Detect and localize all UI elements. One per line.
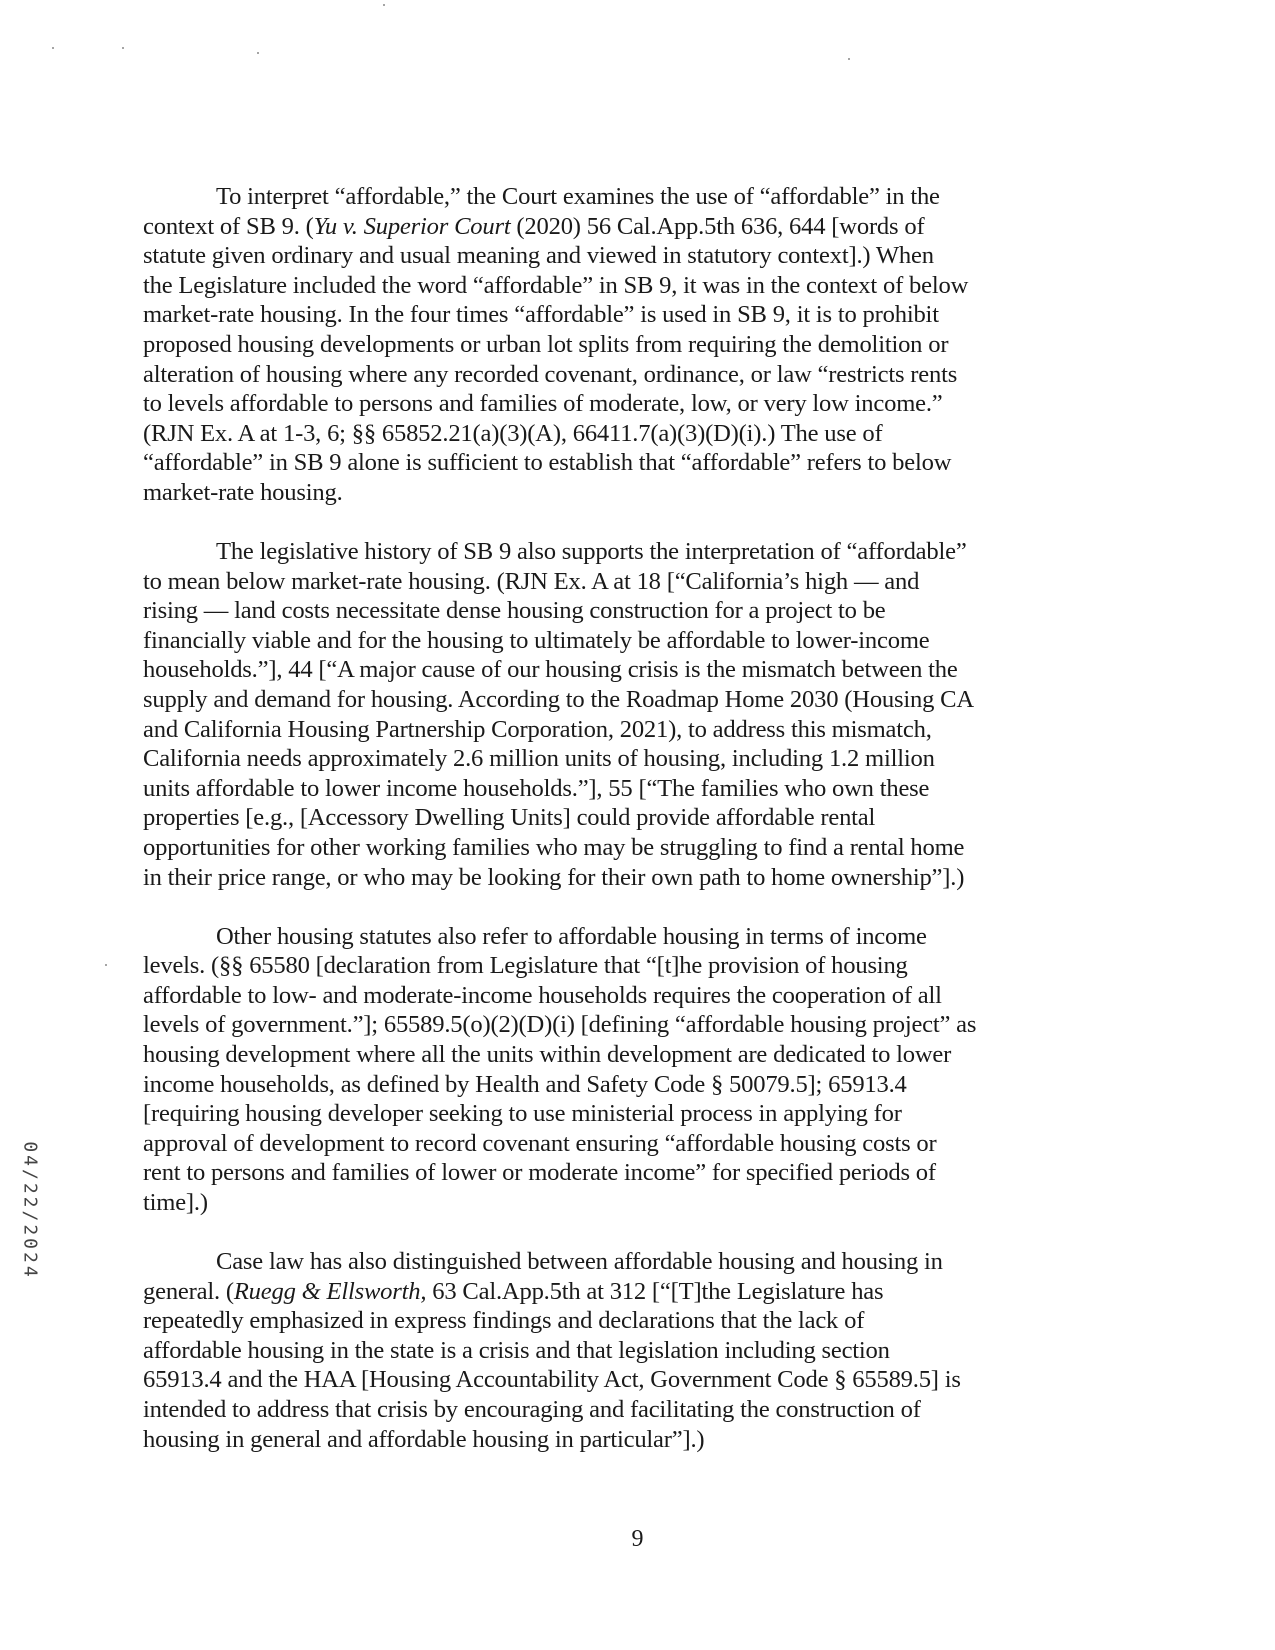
text-line: properties [e.g., [Accessory Dwelling Units] could provide affordable rental: [143, 804, 876, 832]
scan-speck: [52, 47, 54, 49]
paragraph: [143, 922, 1143, 1218]
text-line: context of SB 9. (Yu v. Superior Court (2020) 56 Cal.App.5th 636, 644 [words of: [143, 212, 925, 240]
text-line: alteration of housing where any recorded covenant, ordinance, or law “restricts rents: [143, 360, 958, 388]
text-line: intended to address that crisis by encouraging and facilitating the construction of: [143, 1396, 921, 1424]
text-line: statute given ordinary and usual meaning and viewed in statutory context].) When: [143, 242, 934, 270]
text-line: levels. (§§ 65580 [declaration from Legislature that “[t]he provision of housing: [143, 952, 908, 980]
page-number: 9: [631, 1526, 644, 1552]
text-line: Case law has also distinguished between affordable housing and housing in: [216, 1248, 943, 1276]
text-line: The legislative history of SB 9 also supports the interpretation of “affordable”: [216, 538, 967, 566]
scan-speck: [257, 52, 259, 54]
body-text: [143, 182, 1143, 1484]
text-line: approval of development to record covenant ensuring “affordable housing costs or: [143, 1129, 937, 1157]
text-line: Other housing statutes also refer to affordable housing in terms of income: [216, 922, 927, 950]
text-line: proposed housing developments or urban lot splits from requiring the demolition or: [143, 330, 949, 358]
paragraph: [143, 182, 1143, 508]
text-line: general. (Ruegg & Ellsworth, 63 Cal.App.5th at 312 [“[T]the Legislature has: [143, 1277, 884, 1305]
text-line: supply and demand for housing. According to the Roadmap Home 2030 (Housing CA: [143, 686, 974, 713]
scan-speck: [383, 4, 385, 6]
text-line: income households, as defined by Health and Safety Code § 50079.5]; 65913.4: [143, 1070, 907, 1098]
scan-speck: [848, 58, 850, 60]
text-line: market-rate housing. In the four times “affordable” is used in SB 9, it is to prohibit: [143, 301, 939, 329]
text-line: opportunities for other working families who may be struggling to find a rental home: [143, 833, 965, 861]
text-line: California needs approximately 2.6 million units of housing, including 1.2 million: [143, 745, 935, 773]
case-citation: Ruegg & Ellsworth,: [233, 1277, 427, 1305]
text-line: repeatedly emphasized in express findings and declarations that the lack of: [143, 1307, 865, 1335]
text-line: to levels affordable to persons and families of moderate, low, or very low income.”: [143, 390, 943, 418]
text-line: rent to persons and families of lower or moderate income” for specified periods of: [143, 1159, 936, 1187]
text-line: households.”], 44 [“A major cause of our housing crisis is the mismatch between the: [143, 656, 958, 684]
text-line: market-rate housing.: [143, 478, 343, 506]
text-line: housing in general and affordable housing in particular”].): [143, 1425, 705, 1453]
paragraph: [143, 537, 1143, 892]
filing-date-stamp-text: 04/22/2024: [19, 1140, 41, 1280]
scan-speck: [122, 47, 124, 49]
text-line: 65913.4 and the HAA [Housing Accountability Act, Government Code § 65589.5] is: [143, 1366, 961, 1394]
text-line: (RJN Ex. A at 1-3, 6; §§ 65852.21(a)(3)(A), 66411.7(a)(3)(D)(i).) The use of: [143, 419, 883, 447]
text-line: time].): [143, 1189, 208, 1216]
text-line: levels of government.”]; 65589.5(o)(2)(D)(i) [defining “affordable housing project” as: [143, 1011, 977, 1039]
scan-speck: [105, 964, 107, 966]
filing-date-stamp: [10, 1140, 50, 1280]
text-line: units affordable to lower income households.”], 55 [“The families who own these: [143, 774, 930, 802]
case-citation: Yu v. Superior Court: [313, 212, 511, 240]
text-line: to mean below market-rate housing. (RJN Ex. A at 18 [“California’s high — and: [143, 567, 920, 595]
text-line: and California Housing Partnership Corporation, 2021), to address this mismatch,: [143, 715, 932, 743]
text-line: in their price range, or who may be looking for their own path to home ownership”].): [143, 863, 965, 891]
text-line: [requiring housing developer seeking to use ministerial process in applying for: [143, 1100, 902, 1128]
text-line: financially viable and for the housing to ultimately be affordable to lower-income: [143, 626, 930, 654]
text-line: rising — land costs necessitate dense housing construction for a project to be: [143, 597, 886, 625]
text-line: affordable to low- and moderate-income households requires the cooperation of all: [143, 981, 942, 1009]
text-line: housing development where all the units within development are dedicated to lower: [143, 1041, 952, 1069]
text-line: affordable housing in the state is a crisis and that legislation including section: [143, 1336, 890, 1364]
paragraph: [143, 1247, 1143, 1454]
text-line: the Legislature included the word “affordable” in SB 9, it was in the context of below: [143, 271, 969, 299]
text-line: “affordable” in SB 9 alone is sufficient to establish that “affordable” refers to below: [143, 449, 952, 477]
text-line: To interpret “affordable,” the Court examines the use of “affordable” in the: [216, 183, 940, 210]
